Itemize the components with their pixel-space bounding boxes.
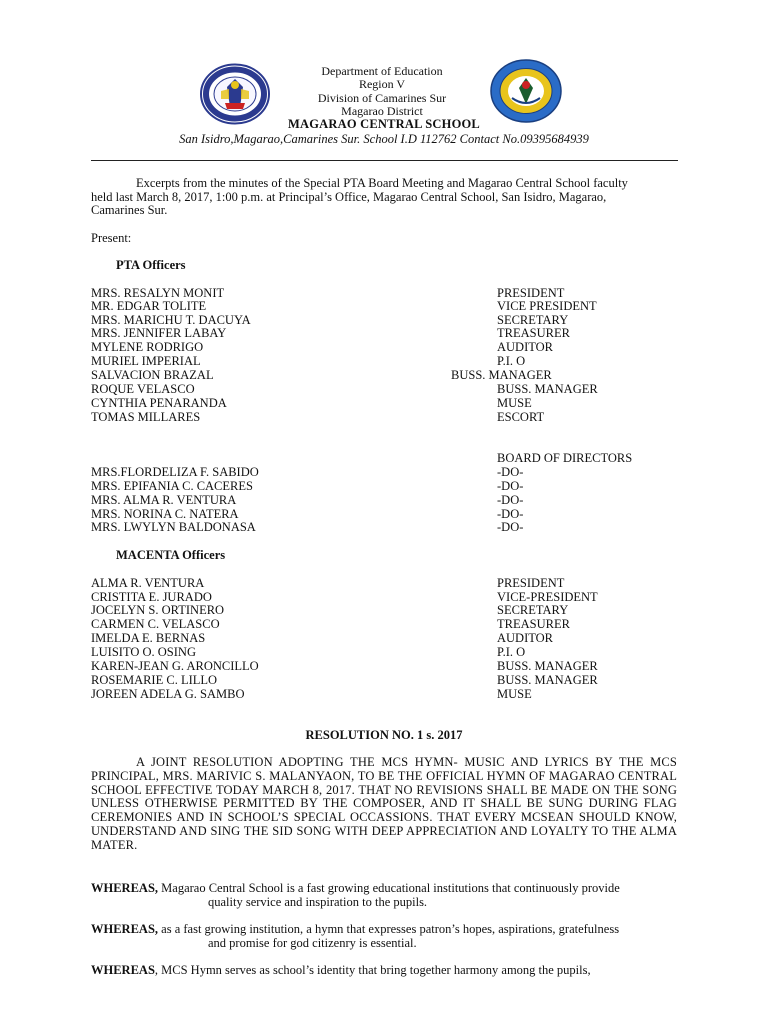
officer-name: MRS. MARICHU T. DACUYA [91, 313, 251, 327]
officer-role: MUSE [497, 687, 532, 701]
officer-name: ALMA R. VENTURA [91, 576, 205, 590]
pta-heading: PTA Officers [116, 258, 186, 272]
intro-paragraph: Excerpts from the minutes of the Special PTA Board Meeting and Magarao Central School faculty held last March 8, 2017, 1:00 p.m. at Principal’s Office, Magarao Central School, San Isidro, Magarao, Camarines Sur. [91, 176, 628, 218]
whereas-clause [91, 964, 591, 978]
board-name: MRS. EPIFANIA C. CACERES [91, 479, 253, 493]
whereas-text: , MCS Hymn serves as school’s identity that bring together harmony among the pupils, [154, 963, 591, 977]
officer-name: KAREN-JEAN G. ARONCILLO [91, 659, 259, 673]
officer-name: ROQUE VELASCO [91, 382, 195, 396]
header-dept: Department of Education [321, 64, 443, 78]
header-division: Division of Camarines Sur [317, 91, 447, 105]
officer-name: CRISTITA E. JURADO [91, 590, 212, 604]
whereas-continuation: and promise for god citizenry is essential. [208, 936, 417, 950]
officer-role: TREASURER [497, 617, 570, 631]
header-district: Magarao District [341, 104, 423, 118]
board-role: -DO- [497, 465, 524, 479]
header-region: Region V [358, 77, 406, 91]
board-role: -DO- [497, 520, 524, 534]
whereas-clause [91, 882, 620, 896]
officer-name: MRS. JENNIFER LABAY [91, 326, 227, 340]
board-role: -DO- [497, 479, 524, 493]
officer-name: MR. EDGAR TOLITE [91, 299, 207, 313]
officer-name: CARMEN C. VELASCO [91, 617, 220, 631]
officer-role: VICE-PRESIDENT [497, 590, 598, 604]
officer-role: SECRETARY [497, 603, 569, 617]
officer-role: SECRETARY [497, 313, 569, 327]
board-name: MRS. LWYLYN BALDONASA [91, 520, 256, 534]
officer-role: MUSE [497, 396, 532, 410]
whereas-label: WHEREAS, [91, 881, 159, 895]
school-address: San Isidro,Magarao,Camarines Sur. School I.D 112762 Contact No.09395684939 [179, 132, 589, 146]
board-role: -DO- [497, 493, 524, 507]
school-seal-logo [489, 58, 563, 124]
officer-role: VICE PRESIDENT [497, 299, 597, 313]
officer-name: CYNTHIA PENARANDA [91, 396, 227, 410]
whereas-continuation: quality service and inspiration to the pupils. [208, 895, 428, 909]
officer-role: BUSS. MANAGER [451, 368, 552, 382]
resolution-title: RESOLUTION NO. 1 s. 2017 [305, 728, 463, 742]
header-divider [91, 160, 678, 161]
officer-role: AUDITOR [497, 631, 554, 645]
whereas-text: Magarao Central School is a fast growing educational institutions that continuously provide [158, 881, 620, 895]
board-heading: BOARD OF DIRECTORS [497, 451, 633, 465]
whereas-label: WHEREAS [91, 963, 155, 977]
board-role: -DO- [497, 507, 524, 521]
board-name: MRS.FLORDELIZA F. SABIDO [91, 465, 259, 479]
officer-name: IMELDA E. BERNAS [91, 631, 206, 645]
officer-name: SALVACION BRAZAL [91, 368, 214, 382]
officer-name: ROSEMARIE C. LILLO [91, 673, 218, 687]
officer-role: ESCORT [497, 410, 545, 424]
officer-role: P.I. O [497, 645, 526, 659]
board-name: MRS. ALMA R. VENTURA [91, 493, 237, 507]
officer-role: PRESIDENT [497, 576, 565, 590]
officer-role: BUSS. MANAGER [497, 659, 598, 673]
officer-role: BUSS. MANAGER [497, 673, 598, 687]
officer-name: JOREEN ADELA G. SAMBO [91, 687, 245, 701]
officer-name: MRS. RESALYN MONIT [91, 286, 225, 300]
officer-name: MURIEL IMPERIAL [91, 354, 201, 368]
officer-name: TOMAS MILLARES [91, 410, 201, 424]
board-name: MRS. NORINA C. NATERA [91, 507, 239, 521]
whereas-text: as a fast growing institution, a hymn that expresses patron’s hopes, aspirations, gratefulness [158, 922, 620, 936]
officer-role: AUDITOR [497, 340, 554, 354]
whereas-label: WHEREAS, [91, 922, 159, 936]
officer-role: BUSS. MANAGER [497, 382, 598, 396]
officer-name: MYLENE RODRIGO [91, 340, 204, 354]
officer-role: PRESIDENT [497, 286, 565, 300]
officer-name: LUISITO O. OSING [91, 645, 196, 659]
officer-name: JOCELYN S. ORTINERO [91, 603, 225, 617]
officer-role: P.I. O [497, 354, 526, 368]
school-name: MAGARAO CENTRAL SCHOOL [288, 117, 480, 131]
deped-seal-logo [199, 63, 271, 125]
whereas-clause [91, 923, 619, 937]
present-label: Present: [91, 231, 132, 245]
resolution-body: A JOINT RESOLUTION ADOPTING THE MCS HYMN- MUSIC AND LYRICS BY THE MCS PRINCIPAL, MRS. MARIVIC S. MALANYAON, TO BE THE OFFICIAL HYMN OF MAGARAO CENTRAL SCHOOL EFFECTIVE TODAY MARCH 8, 2017. THAT NO REVISIONS SHALL BE MADE ON THE SONG UNLESS OTHERWISE PERMITTED BY THE COMPOSER, AND IT SHALL BE SUNG DURING FLAG CEREMONIES AND IN SCHOOL’S SPECIAL OCCASSIONS. THAT EVERY MCSEAN SHOULD KNOW, UNDERSTAND AND SING THE SID SONG WITH DEEP APPRECIATION AND LOYALTY TO THE ALMA MATER. [91, 755, 677, 852]
macenta-heading: MACENTA Officers [116, 548, 226, 562]
officer-role: TREASURER [497, 326, 570, 340]
